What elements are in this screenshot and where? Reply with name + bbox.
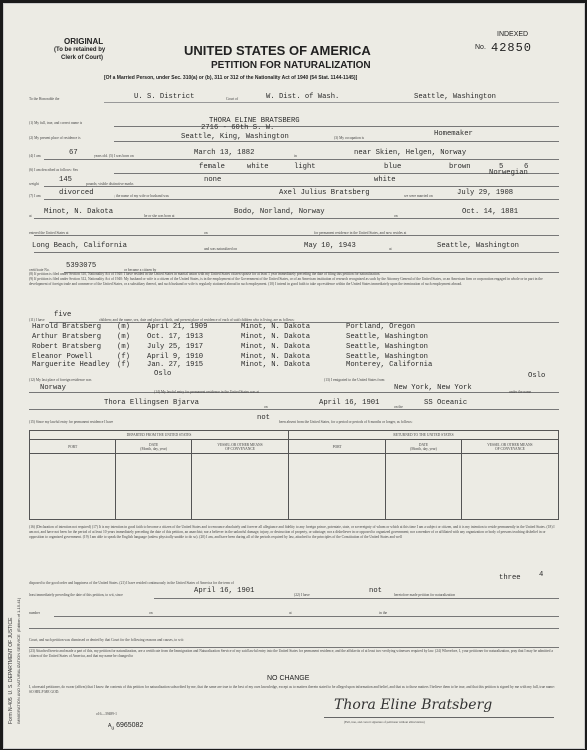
address-line1: 2716 - 60th S. W. xyxy=(201,124,275,132)
children-count: five xyxy=(54,311,72,319)
entry-name: Thora Ellingsen Bjarva xyxy=(104,399,199,407)
color: white xyxy=(247,163,269,171)
spouse-birthplace: Bodo, Norland, Norway xyxy=(234,208,325,216)
vessel-header: VESSEL OR OTHER MEANS OF CONVEYANCE xyxy=(461,440,558,454)
child-sex: (m) xyxy=(117,343,130,351)
hair: brown xyxy=(449,163,471,171)
child-birth-date: Oct. 17, 1913 xyxy=(147,333,204,341)
child-birthplace: Minot, N. Dakota xyxy=(241,333,311,341)
retain-note-1: (To be retained by xyxy=(54,47,106,53)
sex: female xyxy=(199,163,225,171)
height-ft: 5 xyxy=(499,163,504,171)
name-change: NO CHANGE xyxy=(267,675,310,682)
child-name: Marguerite Headley xyxy=(32,361,110,369)
side-form-label: Form N-405 U. S. DEPARTMENT OF JUSTICE xyxy=(8,617,14,724)
child-birthplace: Minot, N. Dakota xyxy=(241,353,311,361)
page-title: UNITED STATES OF AMERICA xyxy=(184,43,371,58)
act-line: [Of a Married Person, under Sec. 310(a) or (b), 311 or 312 of the Nationality Act of 1940 (54 Stat. 1144-1145)] xyxy=(104,75,358,81)
foreign-residence: Oslo xyxy=(528,372,546,380)
court-district: W. Dist. of Wash. xyxy=(266,93,340,101)
child-sex: (m) xyxy=(117,333,130,341)
birth-place: near Skien, Helgen, Norway xyxy=(354,149,467,157)
departure-table xyxy=(29,430,559,520)
spouse-naturalized-place: Seattle, Washington xyxy=(437,242,519,250)
birth-date: March 13, 1882 xyxy=(194,149,255,157)
petition-number: 42850 xyxy=(491,41,533,55)
child-sex: (f) xyxy=(117,353,130,361)
residence-years: three xyxy=(499,574,521,582)
port-header: PORT xyxy=(30,440,116,454)
age: 67 xyxy=(69,149,78,157)
marks: none xyxy=(204,176,222,184)
court-name: U. S. District xyxy=(134,93,195,101)
petition-document: ORIGINAL (To be retained by Clerk of Court) UNITED STATES OF AMERICA PETITION FOR NATURALIZATION [Of a Married Person, under Sec. 310(a) or (b), 311 or 312 of the Nationality Act of 1940 (54 Stat. 1144-1145)] INDEXED No. 42850 To the Honorable the U. S. District Court of W. Dist. of Wash. Seattle, Washington (1) My full, true, and correct name is THORA ELINE BRATSBERG (2) My present place of residence is 2716 - 60th S. W. Seattle, King, Washington (3) My occupation is Homemaker (4) I am 67 years old. (5) I was born on March 13, 1882 in near Skien, Helgen, Norway (6) I am described as follows: Sex female white light blue brown 5 6 weight 145 pounds; visible distinctive marks none white Norwegian (7) I am divorced ; the name of my wife or husband was Axel Julius Bratsberg we were married on July 29, 1908 at Minot, N. Dakota he or she was born at Bodo, Norland, Norway on Oct. 14, 1881 entered the United States at on for permanent residence in the United States, and now resides at Long Beach, California and was naturalized on May 10, 1943 at Seattle, Washington certificate No. 5393075 or became a citizen by (8) If petition is filed under Section 310, Nationality Act of 1940: I have resided in the United States in marital union with my United States citizen spouse for at least 1 year immediately preceding the date of filing this petition for naturalization. (9) If petition is filed under Section 312, Nationality Act of 1940: My husband or wife is a citizen of the United States, is in the employment of the Government of the United States, or of an American institution of research recognized as such by the Attorney General of the United States, or an American firm or corporation engaged in whole or in part in the development of foreign trade and commerce of the United States, or a subsidiary thereof, and such husband or wife is regularly stationed abroad in such employment. (10) I intend in good faith to take up residence within the United States immediately upon the termination of such employment abroad. (11) I have five children; and the name, sex, date and place of birth, and present place of residence of each of said children who is living, are as follows: Harold Bratsberg (m) April 21, 1909 Minot, N. Dakota Portland, Oregon Arthur Bratsberg (m) Oct. 17, 1913 Minot, N. Dakota Seattle, Washington Robert Bratsberg (m) July 25, 1917 Minot, N. Dakota Seattle, Washington Eleanor Powell (f) April 9, 1910 Minot, N. Dakota Seattle, Washington Marguerite Headley (f) Jan. 27, 1915 Minot, N. Dakota Monterey, California (12) My last place of foreign residence was Oslo (13) I emigrated to the United States from Oslo Norway (14) My lawful entry for permanent residence in the United States was at New York, New York under the name Thora Ellingsen Bjarva on April 16, 1901 on the SS Oceanic (15) Since my lawful entry for permanent residence I have not been absent from the United States, for a period or periods of 6 months or longer, as follows: DEPARTED FROM THE UNITED STATES RETURNED TO THE UNITED STATES PORT DATE (Month, day, year) VESSEL OR OTHER MEANS OF CONVEYANCE PORT DATE (Month, day, year) VESSEL OR OTHER MEANS OF CONVEYANCE (16) (Declaration of intention not required) (17) It is my intention in good faith to become a citizen of the United States and to renounce absolutely and forever all allegiance and fidelity to any foreign prince, potentate, state, or sovereignty of whom or which at this time I am a subject or citizen, and it is my intention to reside permanently in the United States. (18) I am not, and have not been for the period of at least 10 years immediately preceding the date of this petition, an anarchist; nor a believer in the unlawful damage, injury, or destruction of property, or sabotage; nor a disbeliever in or opposed to organized government; nor a member of or affiliated with any organization or body of persons teaching disbelief in or opposition to organized government. (19) I am able to speak the English language (unless physically unable to do so). (20) I am, and have been during all of the periods required by law, attached to the principles of the Constitution of the United States and well disposed to the good order and happiness of the United States. (21) I have resided continuously in the United States of America for the term of three 4 least immediately preceding the date of this petition, to wit, since April 16, 1901 (22) I have not heretofore made petition for naturalization number on at in the Court, and such petition was dismissed or denied by that Court for the following reasons and causes, to wit: (23) Attached hereto and made a part of this, my petition for naturalization, are a certificate from the Immigration and Naturalization Service of my said lawful entry into the United States for permanent residence, and the affidavits of at least two verifying witnesses required by law. (24) Wherefore, I, your petitioner for naturalization, pray that I may be admitted a citizen of the United States of America, and that my name be changed to NO CHANGE I, aforesaid petitioner, do swear (affirm) that I know the contents of this petition for naturalization subscribed by me, that the same are true to the best of my own knowledge, except as to matters therein stated to be alleged upon information and belief, and that as to those matters I believe them to be true, and that this petition is signed by me with my full, true name: SO HELP ME GOD. Thora Eline Bratsberg (Full, true, and correct signature of petitioner without abbreviation) o16—39489-1 $A_u$ 6965082 Form N-405 U. S. DEPARTMENT OF JUSTICE IMMIGRATION AND NATURALIZATION SERVICE (Edition of 1-15-41) xyxy=(3,3,585,749)
child-residence: Portland, Oregon xyxy=(346,323,416,331)
child-name: Eleanor Powell xyxy=(32,353,93,361)
signature-caption: (Full, true, and correct signature of petitioner without abbreviation) xyxy=(344,720,425,724)
departed-header: DEPARTED FROM THE UNITED STATES xyxy=(30,431,289,440)
child-birthplace: Minot, N. Dakota xyxy=(241,343,311,351)
number-label: No. xyxy=(475,44,486,51)
court-city: Seattle, Washington xyxy=(414,93,496,101)
address-line2: Seattle, King, Washington xyxy=(181,133,289,141)
returned-header: RETURNED TO THE UNITED STATES xyxy=(289,431,559,440)
retain-note-2: Clerk of Court) xyxy=(61,55,103,61)
child-birth-date: Jan. 27, 1915 xyxy=(147,361,204,369)
spouse-entry-place: Long Beach, California xyxy=(32,242,127,250)
absent-status: not xyxy=(257,414,270,422)
petitioner-signature: Thora Eline Bratsberg xyxy=(334,697,493,713)
marital-status: divorced xyxy=(59,189,94,197)
height-in: 6 xyxy=(524,163,529,171)
weight: 145 xyxy=(59,176,72,184)
since-date: April 16, 1901 xyxy=(194,587,255,595)
married-date: July 29, 1908 xyxy=(457,189,514,197)
child-birth-date: April 21, 1909 xyxy=(147,323,208,331)
entry-date: April 16, 1901 xyxy=(319,399,380,407)
child-birth-date: April 9, 1910 xyxy=(147,353,204,361)
stamp-number: $A_u$ 6965082 xyxy=(108,722,144,732)
nationality: Norwegian xyxy=(489,169,528,177)
page-subtitle: PETITION FOR NATURALIZATION xyxy=(211,60,371,71)
child-birthplace: Minot, N. Dakota xyxy=(241,323,311,331)
child-name: Arthur Bratsberg xyxy=(32,333,102,341)
child-residence: Seattle, Washington xyxy=(346,333,428,341)
child-residence: Seattle, Washington xyxy=(346,343,428,351)
spouse-naturalized-date: May 10, 1943 xyxy=(304,242,356,250)
complexion: light xyxy=(294,163,316,171)
side-service-label: IMMIGRATION AND NATURALIZATION SERVICE (Edition of 1-15-41) xyxy=(16,597,21,724)
eyes: blue xyxy=(384,163,402,171)
foreign-residence-city: Oslo xyxy=(154,370,172,378)
form-code: o16—39489-1 xyxy=(96,712,117,716)
port-header: PORT xyxy=(289,440,386,454)
occupation: Homemaker xyxy=(434,130,473,138)
vessel-header: VESSEL OR OTHER MEANS OF CONVEYANCE xyxy=(191,440,288,454)
child-sex: (f) xyxy=(117,361,130,369)
certificate-number: 5393075 xyxy=(66,262,97,270)
child-residence: Seattle, Washington xyxy=(346,353,428,361)
entry-port: New York, New York xyxy=(394,384,472,392)
spouse-name: Axel Julius Bratsberg xyxy=(279,189,370,197)
residence-months: 4 xyxy=(539,571,544,579)
child-birthplace: Minot, N. Dakota xyxy=(241,361,311,369)
spouse-birth-date: Oct. 14, 1881 xyxy=(462,208,519,216)
married-place: Minot, N. Dakota xyxy=(44,208,114,216)
date-header: DATE (Month, day, year) xyxy=(386,440,462,454)
child-name: Robert Bratsberg xyxy=(32,343,102,351)
previous-petition: not xyxy=(369,587,382,595)
petitioner-name: THORA ELINE BRATSBERG xyxy=(209,117,300,125)
date-header: DATE (Month, day, year) xyxy=(116,440,192,454)
child-birth-date: July 25, 1917 xyxy=(147,343,204,351)
entry-vessel: SS Oceanic xyxy=(424,399,468,407)
child-residence: Monterey, California xyxy=(346,361,433,369)
indexed-stamp: INDEXED xyxy=(497,31,529,38)
race: white xyxy=(374,176,396,184)
original-label: ORIGINAL xyxy=(64,37,104,46)
foreign-country: Norway xyxy=(40,384,66,392)
child-name: Harold Bratsberg xyxy=(32,323,102,331)
child-sex: (m) xyxy=(117,323,130,331)
